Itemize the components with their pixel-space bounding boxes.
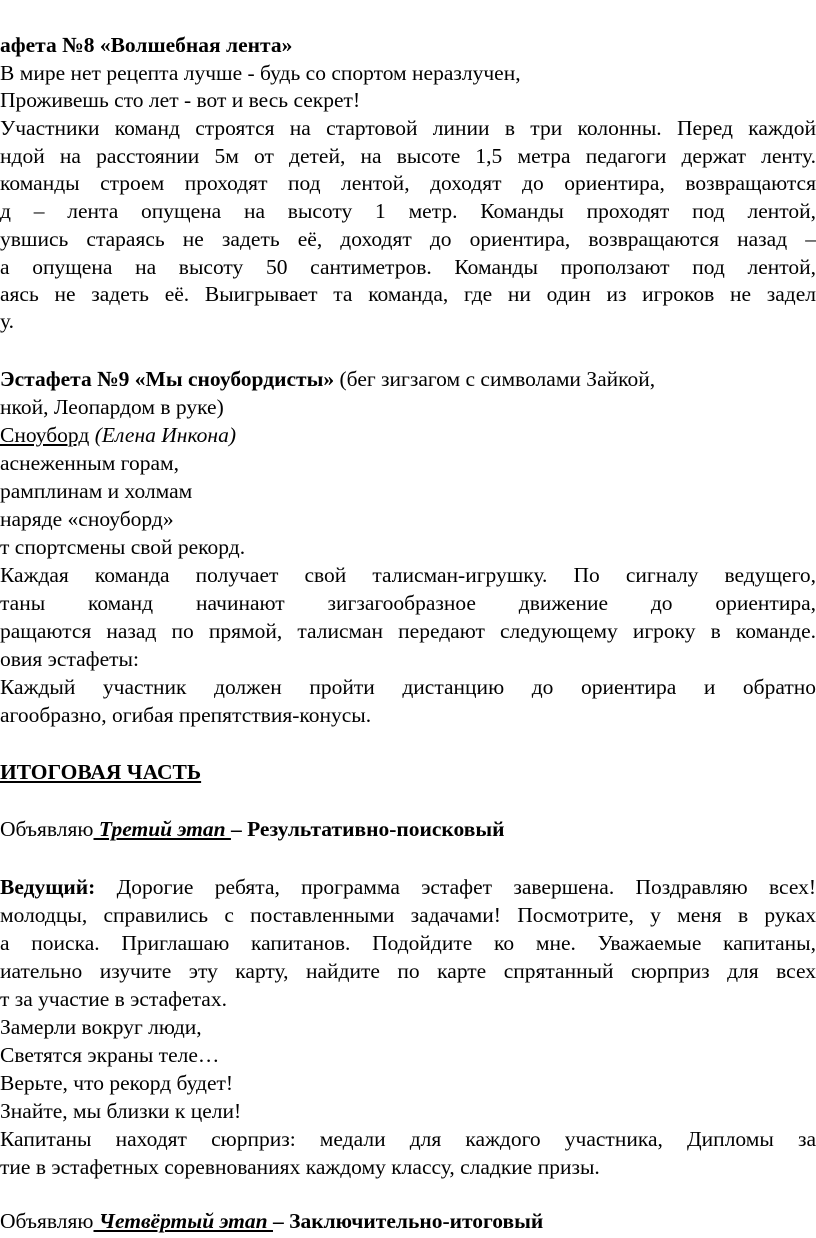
verse-line: аснеженным горам, (0, 451, 179, 475)
relay-9-heading: Эстафета №9 «Мы сноубордисты» (бег зигзагом с символами Зайкой, (0, 367, 656, 391)
paragraph-line: Каждая команда получает свой талисман-игрушку. По сигналу ведущего, (0, 563, 816, 587)
paragraph-line: овия эстафеты: (0, 647, 139, 671)
relay-8-heading: афета №8 «Волшебная лента» (0, 33, 293, 57)
paragraph-line: Капитаны находят сюрприз: медали для каждого участника, Дипломы за (0, 1127, 816, 1151)
paragraph-line: Ведущий: Дорогие ребята, программа эстафет завершена. Поздравляю всех! (0, 875, 816, 899)
section-heading: ИТОГОВАЯ ЧАСТЬ (0, 760, 202, 784)
paragraph-line: ндой на расстоянии 5м от детей, на высоте 1,5 метра педагоги держат ленту. (0, 144, 816, 168)
paragraph-line: Каждый участник должен пройти дистанцию до ориентира и обратно (0, 675, 816, 699)
verse-line: Верьте, что рекорд будет! (0, 1071, 234, 1095)
verse-line: наряде «сноуборд» (0, 507, 174, 531)
paragraph-line: увшись стараясь не задеть её, доходят до ориентира, возвращаются назад – (0, 227, 816, 251)
paragraph-line: агообразно, огибая препятствия-конусы. (0, 703, 372, 727)
paragraph-line: д – лента опущена на высоту 1 метр. Команды проходят под лентой, (0, 199, 816, 223)
stage-3-heading: Объявляю Третий этап – Результативно-поисковый (0, 817, 505, 841)
stage-4-heading: Объявляю Четвёртый этап – Заключительно-итоговый (0, 1209, 544, 1233)
paragraph-line: команды строем проходят под лентой, доходят до ориентира, возвращаются (0, 171, 816, 195)
verse-line: В мире нет рецепта лучше - будь со спортом неразлучен, (0, 61, 521, 85)
verse-line: Проживешь сто лет - вот и весь секрет! (0, 88, 361, 112)
paragraph-line: таны команд начинают зигзагообразное движение до ориентира, (0, 591, 816, 615)
verse-line: Замерли вокруг люди, (0, 1015, 202, 1039)
verse-line: Светятся экраны теле… (0, 1043, 220, 1067)
paragraph-line: Участники команд строятся на стартовой линии в три колонны. Перед каждой (0, 116, 816, 140)
paragraph-line: а поиска. Приглашаю капитанов. Подойдите ко мне. Уважаемые капитаны, (0, 931, 816, 955)
paragraph-line: ращаются назад по прямой, талисман передают следующему игроку в команде. (0, 619, 816, 643)
paragraph-line: т за участие в эстафетах. (0, 987, 227, 1011)
verse-line: рамплинам и холмам (0, 479, 193, 503)
poem-title: Сноуборд (Елена Инкона) (0, 423, 237, 447)
paragraph-line: аясь не задеть её. Выигрывает та команда, где ни один из игроков не задел (0, 282, 816, 306)
paragraph-line: у. (0, 309, 14, 333)
verse-line: Знайте, мы близки к цели! (0, 1099, 242, 1123)
paragraph-line: иательно изучите эту карту, найдите по карте спрятанный сюрприз для всех (0, 959, 816, 983)
paragraph-line: а опущена на высоту 50 сантиметров. Команды проползают под лентой, (0, 255, 816, 279)
paragraph-line: нкой, Леопардом в руке) (0, 395, 224, 419)
paragraph-line: молодцы, справились с поставленными задачами! Посмотрите, у меня в руках (0, 903, 816, 927)
verse-line: т спортсмены свой рекорд. (0, 535, 246, 559)
paragraph-line: тие в эстафетных соревнованиях каждому классу, сладкие призы. (0, 1155, 600, 1179)
